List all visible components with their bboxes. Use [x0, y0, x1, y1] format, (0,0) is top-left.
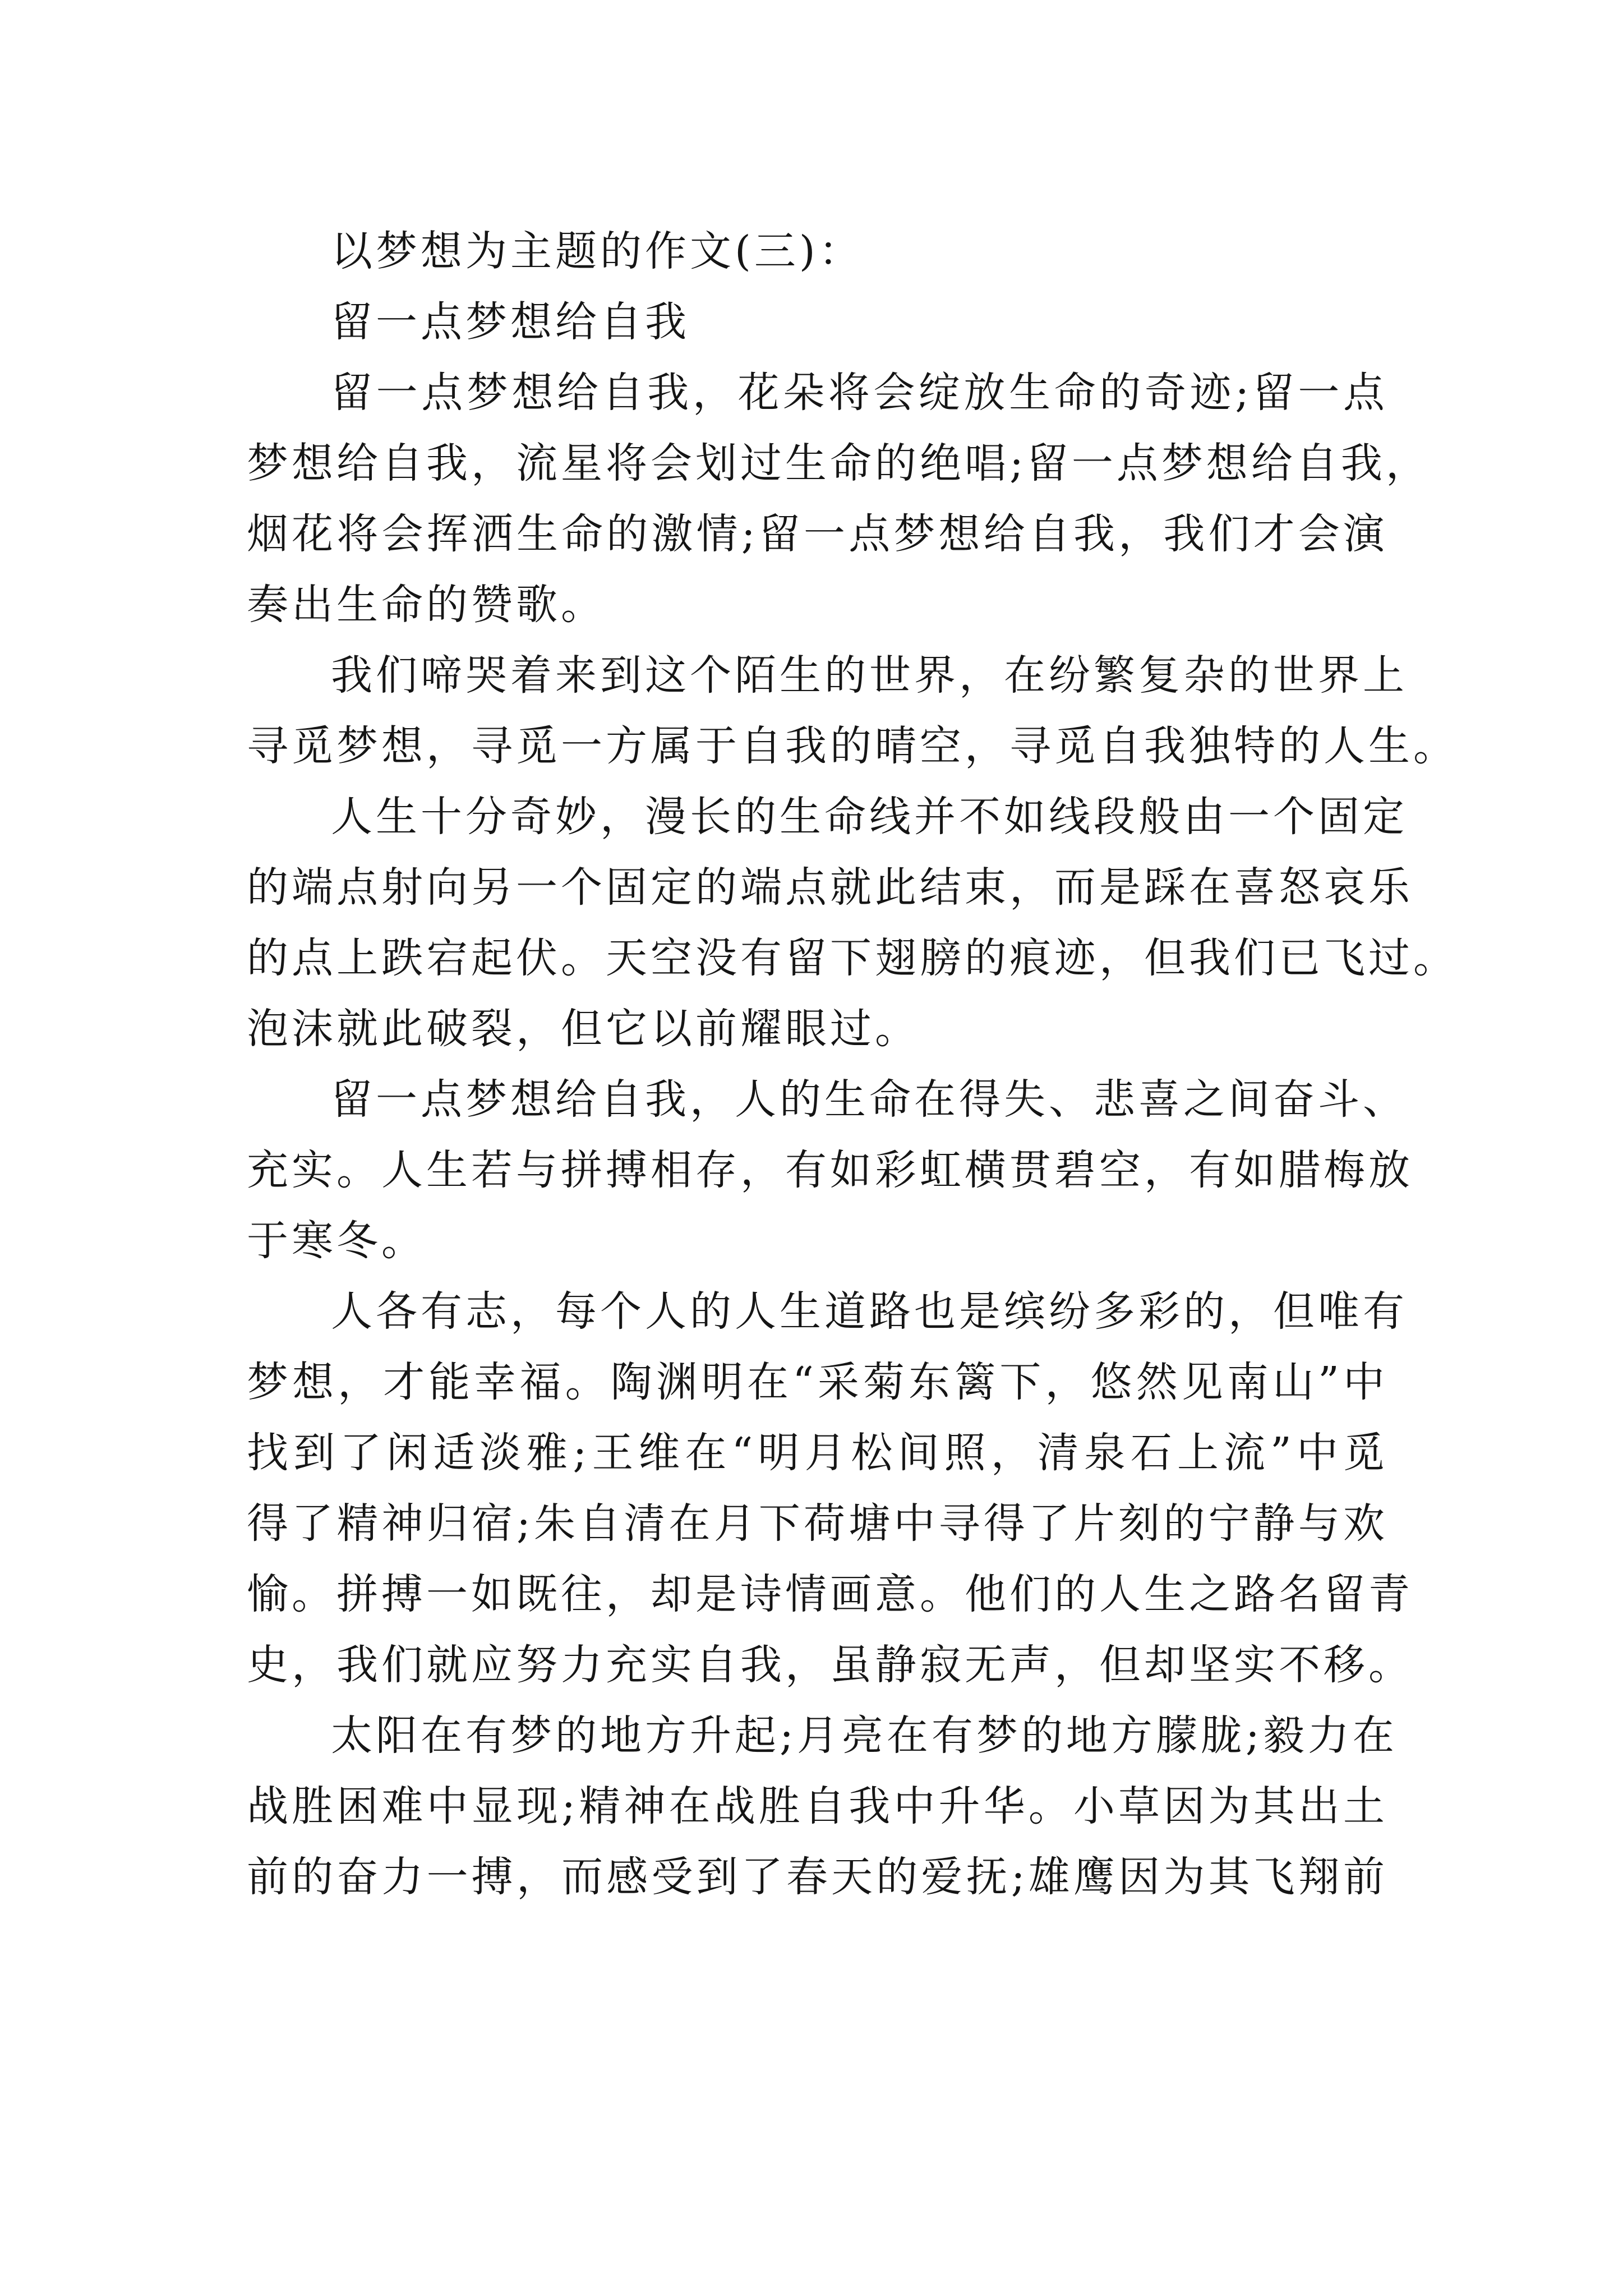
essay-title: 留一点梦想给自我	[331, 298, 690, 346]
paragraph-line: 前的奋力一搏，而感受到了春天的爱抚;雄鹰因为其飞翔前	[247, 1853, 1388, 1901]
paragraph-line: 战胜困难中显现;精神在战胜自我中升华。小草因为其出土	[247, 1782, 1388, 1830]
paragraph-line: 的点上跌宕起伏。天空没有留下翅膀的痕迹，但我们已飞过。	[247, 934, 1458, 982]
paragraph-line: 于寒冬。	[247, 1217, 426, 1265]
paragraph-line: 人各有志，每个人的人生道路也是缤纷多彩的，但唯有	[331, 1287, 1408, 1336]
paragraph-line: 充实。人生若与拼搏相存，有如彩虹横贯碧空，有如腊梅放	[247, 1146, 1413, 1194]
paragraph-3	[247, 781, 1458, 1064]
paragraph-line: 梦想给自我，流星将会划过生命的绝唱;留一点梦想给自我，	[247, 439, 1431, 487]
paragraph-4	[247, 1064, 1413, 1276]
paragraph-line: 得了精神归宿;朱自清在月下荷塘中寻得了片刻的宁静与欢	[247, 1499, 1388, 1548]
paragraph-line: 的端点射向另一个固定的端点就此结束，而是踩在喜怒哀乐	[247, 863, 1413, 912]
paragraph-2	[247, 640, 1458, 781]
paragraph-line: 愉。拼搏一如既往，却是诗情画意。他们的人生之路名留青	[247, 1570, 1413, 1618]
paragraph-line: 找到了闲适淡雅;王维在“明月松间照，清泉石上流”中觅	[247, 1429, 1388, 1477]
paragraph-line: 留一点梦想给自我，人的生命在得失、悲喜之间奋斗、	[331, 1075, 1408, 1124]
paragraph-line: 我们啼哭着来到这个陌生的世界，在纷繁复杂的世界上	[331, 651, 1408, 700]
paragraph-line: 泡沫就此破裂，但它以前耀眼过。	[247, 1005, 920, 1053]
paragraph-line: 奏出生命的赞歌。	[247, 581, 606, 629]
paragraph-line: 烟花将会挥洒生命的激情;留一点梦想给自我，我们才会演	[247, 510, 1388, 558]
paragraph-line: 太阳在有梦的地方升起;月亮在有梦的地方朦胧;毅力在	[331, 1711, 1398, 1760]
document-page	[247, 216, 1458, 1912]
paragraph-5	[247, 1276, 1413, 1700]
paragraph-line: 人生十分奇妙，漫长的生命线并不如线段般由一个固定	[331, 793, 1408, 841]
paragraph-line: 史，我们就应努力充实自我，虽静寂无声，但却坚实不移。	[247, 1641, 1413, 1689]
paragraph-line: 寻觅梦想，寻觅一方属于自我的晴空，寻觅自我独特的人生。	[247, 722, 1458, 770]
paragraph-line: 梦想，才能幸福。陶渊明在“采菊东篱下，悠然见南山”中	[247, 1358, 1388, 1406]
essay-heading: 以梦想为主题的作文(三)：	[331, 227, 864, 275]
paragraph-line: 留一点梦想给自我，花朵将会绽放生命的奇迹;留一点	[331, 369, 1388, 417]
paragraph-6	[247, 1700, 1398, 1912]
paragraph-1	[247, 357, 1431, 640]
